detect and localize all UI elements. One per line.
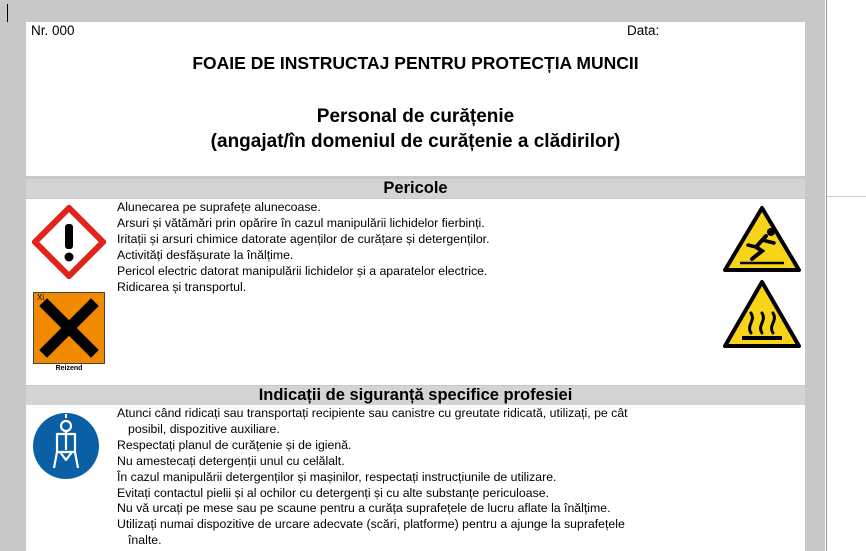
safety-harness-icon [32, 412, 100, 480]
text-cursor [7, 4, 8, 22]
document-title: FOAIE DE INSTRUCTAJ PENTRU PROTECȚIA MUNCII [192, 53, 639, 73]
safety-section [26, 405, 805, 551]
xi-label: Xi [37, 293, 45, 302]
safety-item: înalte. [128, 533, 162, 548]
safety-list [117, 406, 628, 549]
safety-item: Utilizați numai dispozitive de urcare adecvate (scări, platforme) pentru a ajunge la suprafețele [117, 517, 625, 532]
next-page-edge [825, 0, 866, 551]
hot-surface-icon [722, 279, 802, 349]
date-label: Data: [627, 23, 660, 38]
hazard-item: Activități desfășurate la înălțime. [117, 247, 294, 262]
safety-item: În cazul manipulării detergenților și mașinilor, respectați instrucțiunile de utilizare. [117, 469, 557, 484]
safety-item: Atunci când ridicați sau transportați recipiente sau canistre cu greutate ridicată, utilizați, pe cât [117, 406, 628, 420]
slip-hazard-icon [722, 205, 802, 273]
hazards-heading: Pericole [26, 179, 805, 198]
xi-caption: Reizend [55, 365, 83, 372]
hazard-item: Ridicarea și transportul. [117, 279, 247, 294]
hazard-item: Arsuri și vătămări prin opărire în cazul manipulării lichidelor fierbinți. [117, 215, 485, 230]
hazard-item: Iritații și arsuri chimice datorate agenților de curățare și detergenților. [117, 231, 490, 246]
document-number: Nr. 000 [31, 23, 75, 38]
safety-item: Nu vă urcați pe mese sau pe scaune pentru a curăța suprafețele de lucru aflate la înălțime. [117, 501, 611, 516]
hazards-section [26, 199, 805, 385]
page-edge-mark [827, 196, 866, 197]
document-subtitle-detail: (angajat/în domeniul de curățenie a clădirilor) [210, 131, 621, 152]
xi-irritant-icon [33, 292, 105, 364]
safety-item: Evitați contactul pielii și al ochilor cu detergenți și cu alte substanțe periculoase. [117, 485, 549, 500]
document-header [26, 22, 805, 176]
page-edge-line [826, 0, 827, 551]
safety-item: Respectați planul de curățenie și de igienă. [117, 437, 352, 452]
hazard-item: Pericol electric datorat manipulării lichidelor și a aparatelor electrice. [117, 263, 488, 278]
document-subtitle: Personal de curățenie [316, 106, 515, 127]
hazards-list [117, 200, 490, 295]
safety-heading: Indicații de siguranță specifice profesiei [26, 386, 805, 405]
ghs-exclamation-icon [32, 205, 106, 279]
hazard-item: Alunecarea pe suprafețe alunecoase. [117, 200, 321, 214]
safety-item: Nu amestecați detergenții unul cu celălalt. [117, 453, 345, 468]
safety-item: posibil, dispozitive auxiliare. [128, 421, 280, 436]
